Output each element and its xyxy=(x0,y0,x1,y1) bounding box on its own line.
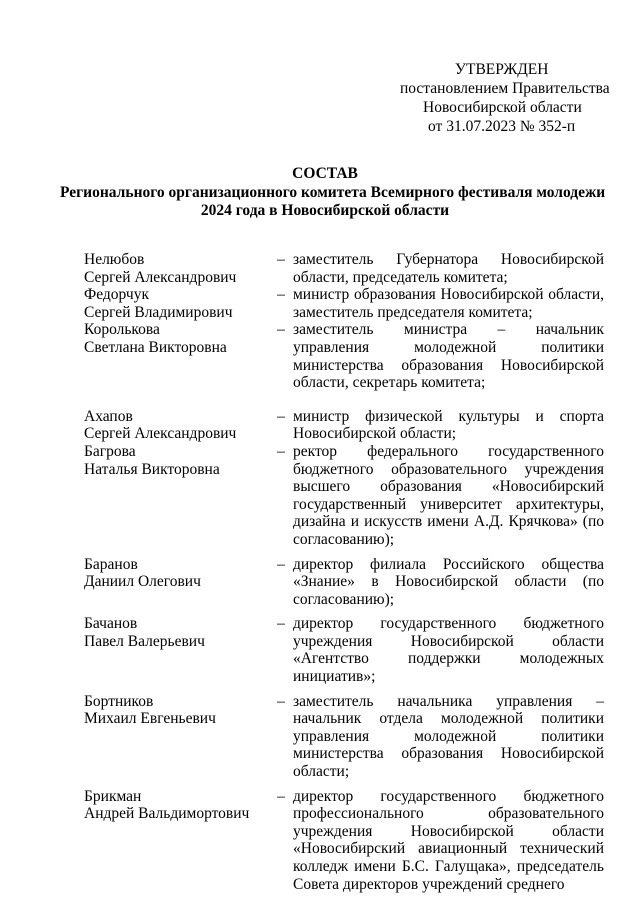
member-position: заместитель Губернатора Новосибирской области, председатель комитета; xyxy=(293,251,604,286)
member-row xyxy=(84,615,604,685)
document-title xyxy=(60,165,606,220)
member-dash: – xyxy=(277,407,285,425)
member-surname: Ахапов xyxy=(84,407,133,425)
member-given-names: Павел Валерьевич xyxy=(84,632,205,650)
member-given-names: Сергей Александрович xyxy=(84,268,237,286)
member-position: министр физической культуры и спорта Новосибирской области; xyxy=(293,407,604,443)
member-dash: – xyxy=(277,251,285,268)
member-row xyxy=(84,693,604,781)
member-row xyxy=(84,286,604,321)
member-given-names: Михаил Евгеньевич xyxy=(84,710,216,728)
member-position: министр образования Новосибирской области, заместитель председателя комитета; xyxy=(293,286,604,321)
member-name xyxy=(84,615,269,650)
member-surname: Бортников xyxy=(84,692,154,710)
member-given-names: Сергей Александрович xyxy=(84,425,237,443)
member-name xyxy=(84,556,269,591)
member-name xyxy=(84,693,269,728)
member-name xyxy=(84,408,269,443)
member-name xyxy=(84,788,269,823)
member-position: заместитель начальника управления – начальник отдела молодежной политики управления молодежной политики министерства образования Новосибирской области; xyxy=(293,692,604,781)
member-given-names: Сергей Владимирович xyxy=(84,303,233,321)
approval-region: Новосибирской области xyxy=(423,99,582,116)
member-surname: Королькова xyxy=(84,321,160,339)
member-dash: – xyxy=(277,615,285,633)
member-given-names: Андрей Вальдимортович xyxy=(84,805,250,823)
member-given-names: Даниил Олегович xyxy=(84,573,201,591)
member-dash: – xyxy=(277,692,285,710)
member-position: директор государственного бюджетного профессионального образовательного учреждения Новосибирской области «Новосибирский авиационный технический колледж имени Б.С. Галущака», председатель Совета директоров учреждений среднего xyxy=(293,787,604,893)
approval-stamp xyxy=(380,60,620,136)
member-given-names: Светлана Викторовна xyxy=(84,338,227,356)
member-dash: – xyxy=(277,321,285,339)
member-name xyxy=(84,251,269,286)
member-row xyxy=(84,556,604,609)
member-row xyxy=(84,321,604,391)
member-row xyxy=(84,408,604,443)
member-surname: Бачанов xyxy=(84,615,138,633)
member-surname: Багрова xyxy=(84,442,136,460)
member-dash: – xyxy=(277,442,285,460)
member-name xyxy=(84,443,269,478)
member-given-names: Наталья Викторовна xyxy=(84,460,220,478)
member-surname: Федорчук xyxy=(84,286,149,304)
member-position: директор государственного бюджетного учреждения Новосибирской области «Агентство поддержки молодежных инициатив»; xyxy=(293,615,604,686)
approval-date-number: от 31.07.2023 № 352-п xyxy=(428,118,576,135)
member-row xyxy=(84,251,604,286)
title-line-2: 2024 года в Новосибирской области xyxy=(200,202,450,219)
title-line-1: Регионального организационного комитета Всемирного фестиваля молодежи xyxy=(60,184,606,201)
member-surname: Брикман xyxy=(84,787,142,805)
member-surname: Нелюбов xyxy=(84,251,145,268)
member-row xyxy=(84,788,604,894)
member-position: директор филиала Российского общества «Знание» в Новосибирской области (по согласованию); xyxy=(293,555,604,608)
member-position: заместитель министра – начальник управления молодежной политики министерства образования Новосибирской области, секретарь комитета; xyxy=(293,321,604,392)
member-name xyxy=(84,321,269,356)
title-heading: СОСТАВ xyxy=(292,165,358,182)
member-dash: – xyxy=(277,555,285,573)
member-dash: – xyxy=(277,286,285,304)
member-name xyxy=(84,286,269,321)
members-list xyxy=(84,251,604,893)
member-dash: – xyxy=(277,787,285,805)
approval-status: УТВЕРЖДЕН xyxy=(455,61,549,78)
member-position: ректор федерального государственного бюджетного образовательного учреждения высшего образования «Новосибирский государственный университет архитектуры, дизайна и искусств имени А.Д. Крячкова» (по согласованию); xyxy=(293,442,604,548)
member-surname: Баранов xyxy=(84,555,138,573)
member-row xyxy=(84,443,604,549)
approval-act: постановлением Правительства xyxy=(400,80,610,97)
